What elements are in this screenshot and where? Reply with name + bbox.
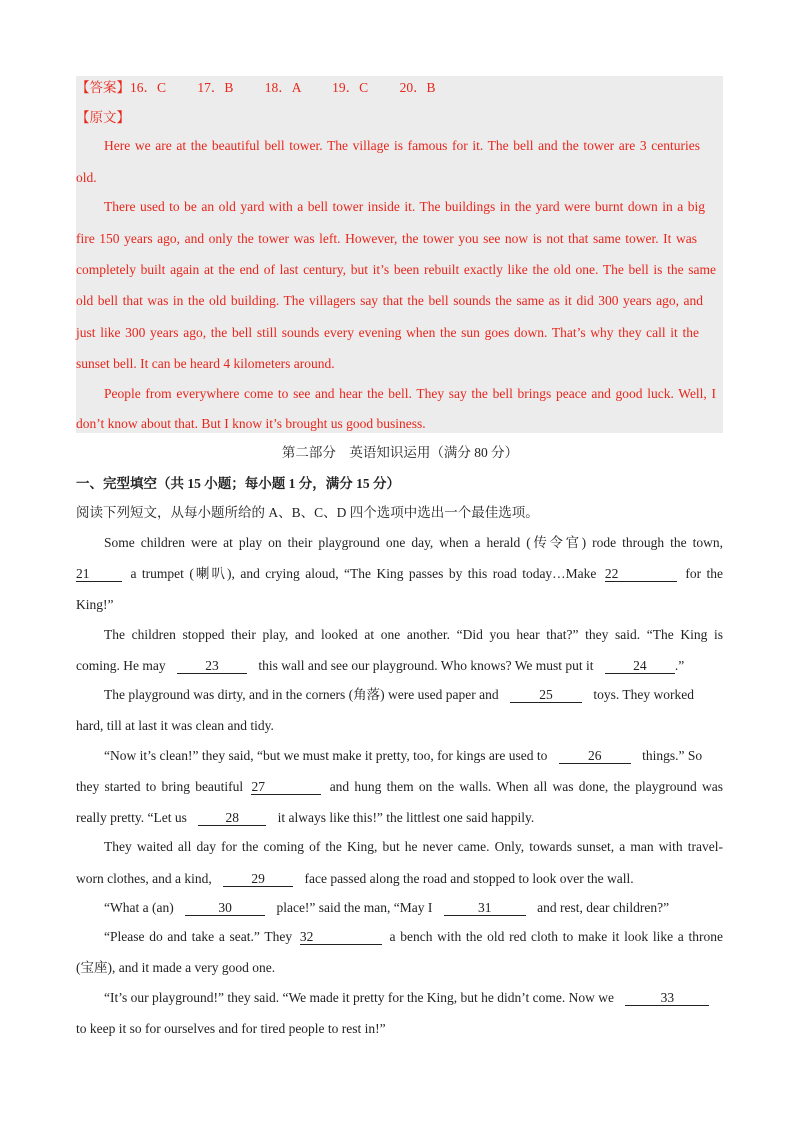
transcript-line: Here we are at the beautiful bell tower. The village is famous for it. The bell and the tower are 3 centuries <box>104 138 700 153</box>
transcript-line: completely built again at the end of last century, but it’s been rebuilt exactly like the old one. The bell is the same <box>76 262 716 277</box>
transcript-line: There used to be an old yard with a bell tower inside it. The buildings in the yard were burnt down in a big <box>104 199 705 214</box>
transcript-line: People from everywhere come to see and hear the bell. They say the bell brings peace and good luck. Well, I <box>104 386 716 401</box>
blank-22[interactable]: 22 <box>605 566 677 582</box>
passage-line <box>76 779 723 795</box>
answer-line <box>76 80 436 96</box>
passage-line <box>76 810 534 826</box>
blank-31[interactable]: 31 <box>444 900 526 916</box>
passage-line <box>76 871 634 887</box>
blank-30[interactable]: 30 <box>185 900 265 916</box>
transcript-line: old bell that was in the old building. The villagers say that the bell sounds the same as it did 300 years ago, and <box>76 293 703 308</box>
passage-line <box>104 990 709 1006</box>
blank-27[interactable]: 27 <box>251 779 321 795</box>
section-title: 一、完型填空（共 15 小题；每小题 1 分，满分 15 分） <box>76 476 400 491</box>
blank-28[interactable]: 28 <box>198 810 266 826</box>
passage-line <box>76 566 723 582</box>
passage-text: for the <box>685 566 724 581</box>
passage-line: King!” <box>76 597 114 612</box>
passage-text: “What a (an) <box>104 900 174 915</box>
passage-text: really pretty. “Let us <box>76 810 187 825</box>
passage-text: and hung them on the walls. When all was done, the playground was <box>329 779 724 794</box>
passage-text: toys. They worked <box>593 687 694 702</box>
passage-text: and rest, dear children?” <box>537 900 670 915</box>
blank-25[interactable]: 25 <box>510 687 582 703</box>
transcript-line: sunset bell. It can be heard 4 kilometers around. <box>76 356 335 371</box>
passage-text: this wall and see our playground. Who knows? We must put it <box>258 658 594 673</box>
passage-text: “Please do and take a seat.” They <box>104 929 293 944</box>
passage-line: Some children were at play on their playground one day, when a herald (传令官) rode through the town, <box>104 535 723 550</box>
transcript-line: old. <box>76 170 97 185</box>
passage-text: place!” said the man, “May I <box>276 900 433 915</box>
passage-line <box>76 658 684 674</box>
answer-16: 16．C <box>130 80 167 95</box>
blank-32[interactable]: 32 <box>300 929 382 945</box>
answer-18: 18．A <box>264 80 301 95</box>
blank-33[interactable]: 33 <box>625 990 709 1006</box>
passage-text: things.” So <box>642 748 703 763</box>
passage-line <box>104 748 702 764</box>
part-title: 第二部分 英语知识运用（满分 80 分） <box>281 445 519 460</box>
passage-line: The children stopped their play, and looked at one another. “Did you hear that?” they said. “The King is <box>104 627 723 642</box>
passage-text: The playground was dirty, and in the corners (角落) were used paper and <box>104 687 499 702</box>
passage-line: to keep it so for ourselves and for tired people to rest in!” <box>76 1021 386 1036</box>
blank-26[interactable]: 26 <box>559 748 631 764</box>
transcript-label: 【原文】 <box>76 110 130 125</box>
passage-line: (宝座), and it made a very good one. <box>76 960 276 975</box>
passage-line: They waited all day for the coming of the King, but he never came. Only, towards sunset, a man with travel- <box>104 839 723 854</box>
answer-label: 【答案】 <box>76 80 130 95</box>
passage-line: hard, till at last it was clean and tidy. <box>76 718 274 733</box>
passage-text: “It’s our playground!” they said. “We made it pretty for the King, but he didn’t come. Now we <box>104 990 615 1005</box>
blank-23[interactable]: 23 <box>177 658 247 674</box>
passage-text: they started to bring beautiful <box>76 779 244 794</box>
answer-19: 19．C <box>332 80 369 95</box>
transcript-line: fire 150 years ago, and only the tower was left. However, the tower you see now is not that same tower. It was <box>76 231 697 246</box>
answer-20: 20．B <box>399 80 436 95</box>
passage-line <box>104 900 669 916</box>
passage-line <box>104 929 723 945</box>
passage-text: face passed along the road and stopped to look over the wall. <box>304 871 634 886</box>
blank-21[interactable]: 21 <box>76 566 122 582</box>
passage-line <box>104 687 694 703</box>
instruction: 阅读下列短文，从每小题所给的 A、B、C、D 四个选项中选出一个最佳选项。 <box>76 505 539 520</box>
passage-text: “Now it’s clean!” they said, “but we must make it pretty, too, for kings are used to <box>104 748 548 763</box>
transcript-line: don’t know about that. But I know it’s brought us good business. <box>76 416 426 431</box>
passage-text: worn clothes, and a kind, <box>76 871 212 886</box>
passage-text: coming. He may <box>76 658 166 673</box>
passage-text: it always like this!” the littlest one said happily. <box>277 810 535 825</box>
passage-text: a trumpet (喇叭), and crying aloud, “The King passes by this road today…Make <box>130 566 597 581</box>
blank-29[interactable]: 29 <box>223 871 293 887</box>
passage-text: a bench with the old red cloth to make it look like a throne <box>389 929 723 944</box>
passage-text: .” <box>674 658 685 673</box>
transcript-line: just like 300 years ago, the bell still sounds every evening when the sun goes down. That’s why they call it the <box>76 325 699 340</box>
blank-24[interactable]: 24 <box>605 658 675 674</box>
answer-17: 17．B <box>197 80 234 95</box>
answer-box-background <box>76 76 723 433</box>
